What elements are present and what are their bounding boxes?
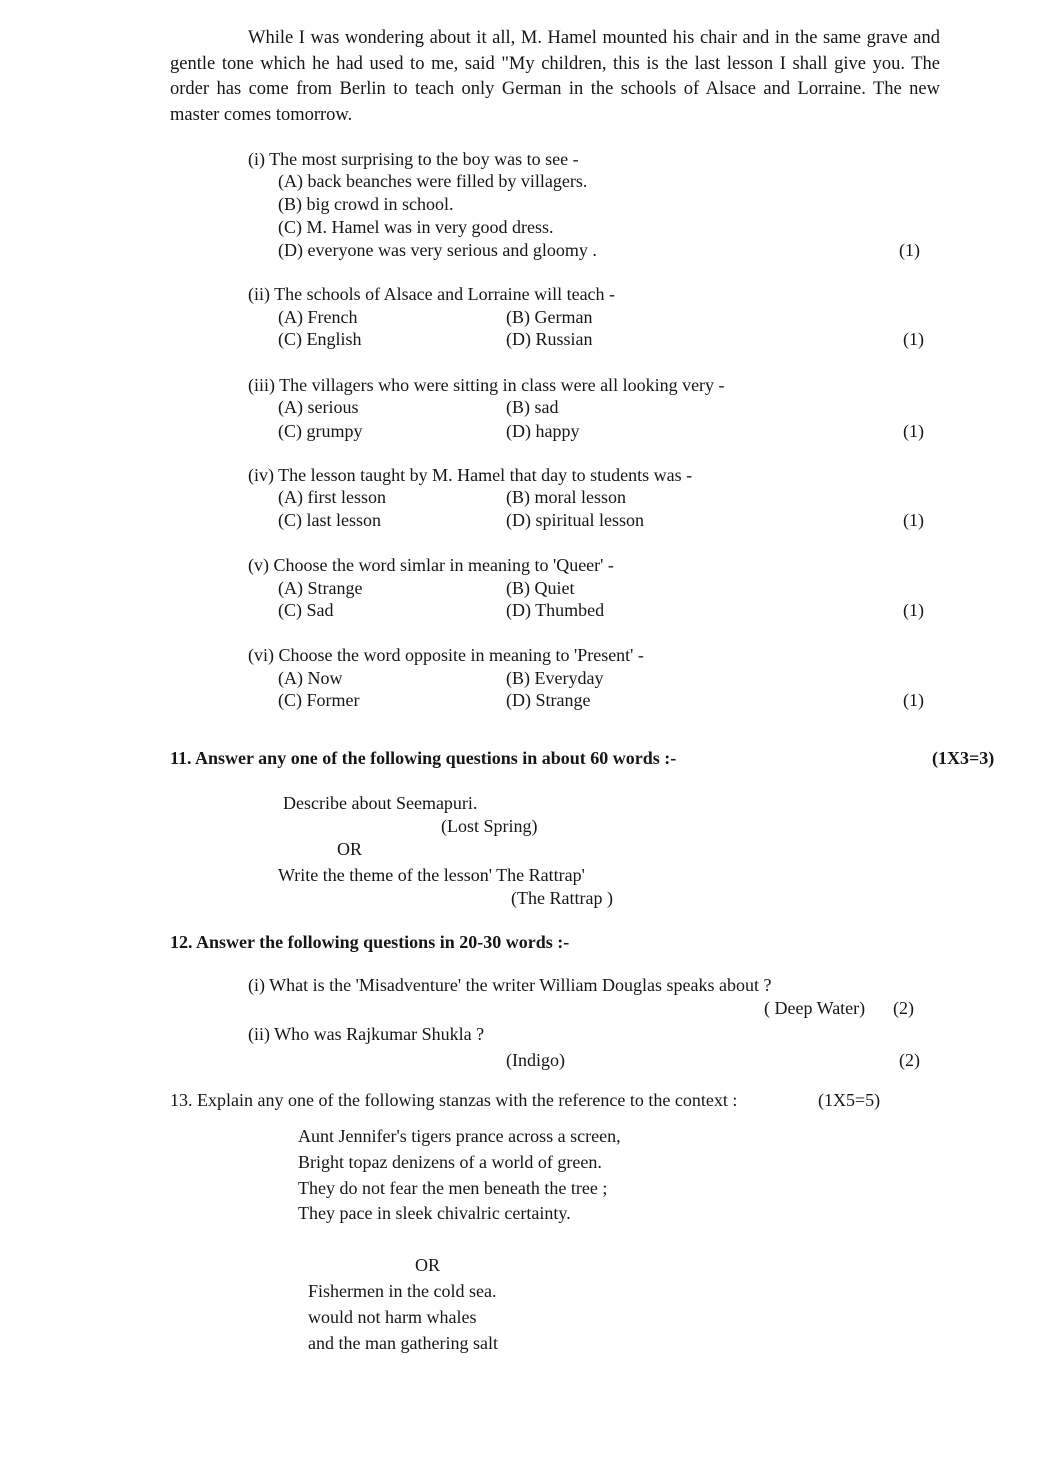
stanza-1-line-1: Aunt Jennifer's tigers prance across a screen, bbox=[298, 1126, 621, 1146]
mcq-1-option-d: (D) everyone was very serious and gloomy . bbox=[278, 240, 597, 260]
mcq-2-option-b: (B) German bbox=[506, 307, 593, 327]
q12-source-1: ( Deep Water) bbox=[764, 998, 866, 1018]
q12-part-2: (ii) Who was Rajkumar Shukla ? bbox=[248, 1024, 485, 1044]
q12-heading: 12. Answer the following questions in 20-30 words :- bbox=[170, 932, 570, 952]
mcq-2-question: (ii) The schools of Alsace and Lorraine will teach - bbox=[248, 284, 616, 304]
stanza-2-line-2: would not harm whales bbox=[308, 1307, 477, 1327]
mcq-3-option-b: (B) sad bbox=[506, 397, 559, 417]
mcq-6-marks: (1) bbox=[903, 690, 924, 710]
mcq-3-option-c: (C) grumpy bbox=[278, 421, 363, 441]
mcq-1-option-c: (C) M. Hamel was in very good dress. bbox=[278, 217, 554, 237]
q11-option-2: Write the theme of the lesson' The Rattrap' bbox=[278, 865, 585, 885]
q13-heading: 13. Explain any one of the following stanzas with the reference to the context : bbox=[170, 1090, 738, 1110]
stanza-1-line-3: They do not fear the men beneath the tree ; bbox=[298, 1178, 608, 1198]
mcq-5-option-a: (A) Strange bbox=[278, 578, 363, 598]
stanza-2-line-1: Fishermen in the cold sea. bbox=[308, 1281, 497, 1301]
passage-paragraph bbox=[170, 26, 940, 128]
q12-marks-2: (2) bbox=[899, 1050, 920, 1070]
mcq-2-option-d: (D) Russian bbox=[506, 329, 593, 349]
mcq-1-option-b: (B) big crowd in school. bbox=[278, 194, 454, 214]
mcq-1-marks: (1) bbox=[899, 240, 920, 260]
mcq-4-question: (iv) The lesson taught by M. Hamel that day to students was - bbox=[248, 465, 693, 485]
stanza-2-line-3: and the man gathering salt bbox=[308, 1333, 498, 1353]
mcq-3-option-d: (D) happy bbox=[506, 421, 580, 441]
mcq-6-option-a: (A) Now bbox=[278, 668, 343, 688]
mcq-3-marks: (1) bbox=[903, 421, 924, 441]
mcq-2-option-a: (A) French bbox=[278, 307, 358, 327]
mcq-6-question: (vi) Choose the word opposite in meaning to 'Present' - bbox=[248, 645, 644, 665]
q11-option-1: Describe about Seemapuri. bbox=[283, 793, 478, 813]
q11-heading: 11. Answer any one of the following questions in about 60 words :- bbox=[170, 748, 677, 768]
mcq-1-option-a: (A) back beanches were filled by villagers. bbox=[278, 171, 588, 191]
q13-or: OR bbox=[415, 1255, 441, 1275]
mcq-4-option-d: (D) spiritual lesson bbox=[506, 510, 644, 530]
mcq-6-option-b: (B) Everyday bbox=[506, 668, 604, 688]
mcq-4-marks: (1) bbox=[903, 510, 924, 530]
stanza-1-line-2: Bright topaz denizens of a world of green. bbox=[298, 1152, 602, 1172]
mcq-2-marks: (1) bbox=[903, 329, 924, 349]
passage-text: While I was wondering about it all, M. Hamel mounted his chair and in the same grave and gentle tone which he had used to me, said "My children, this is the last lesson I shall give you. The order has come from Berlin to teach only German in the schools of Alsace and Lorraine. The new master comes tomorrow. bbox=[170, 28, 940, 125]
mcq-3-option-a: (A) serious bbox=[278, 397, 359, 417]
mcq-5-marks: (1) bbox=[903, 600, 924, 620]
mcq-4-option-c: (C) last lesson bbox=[278, 510, 381, 530]
mcq-1-question: (i) The most surprising to the boy was to see - bbox=[248, 149, 579, 169]
mcq-2-option-c: (C) English bbox=[278, 329, 362, 349]
mcq-5-option-d: (D) Thumbed bbox=[506, 600, 605, 620]
mcq-4-option-b: (B) moral lesson bbox=[506, 487, 626, 507]
mcq-4-option-a: (A) first lesson bbox=[278, 487, 386, 507]
q12-part-1: (i) What is the 'Misadventure' the writer William Douglas speaks about ? bbox=[248, 975, 772, 995]
stanza-1-line-4: They pace in sleek chivalric certainty. bbox=[298, 1203, 571, 1223]
mcq-6-option-c: (C) Former bbox=[278, 690, 360, 710]
mcq-5-option-b: (B) Quiet bbox=[506, 578, 575, 598]
q11-source-2: (The Rattrap ) bbox=[511, 888, 613, 908]
q12-source-2: (Indigo) bbox=[506, 1050, 565, 1070]
q11-source-1: (Lost Spring) bbox=[441, 816, 538, 836]
mcq-5-question: (v) Choose the word simlar in meaning to 'Queer' - bbox=[248, 555, 614, 575]
q11-or: OR bbox=[337, 839, 363, 859]
q11-marks: (1X3=3) bbox=[932, 748, 995, 768]
q12-marks-1: (2) bbox=[893, 998, 914, 1018]
mcq-3-question: (iii) The villagers who were sitting in class were all looking very - bbox=[248, 375, 725, 395]
mcq-6-option-d: (D) Strange bbox=[506, 690, 591, 710]
mcq-5-option-c: (C) Sad bbox=[278, 600, 334, 620]
q13-marks: (1X5=5) bbox=[818, 1090, 881, 1110]
